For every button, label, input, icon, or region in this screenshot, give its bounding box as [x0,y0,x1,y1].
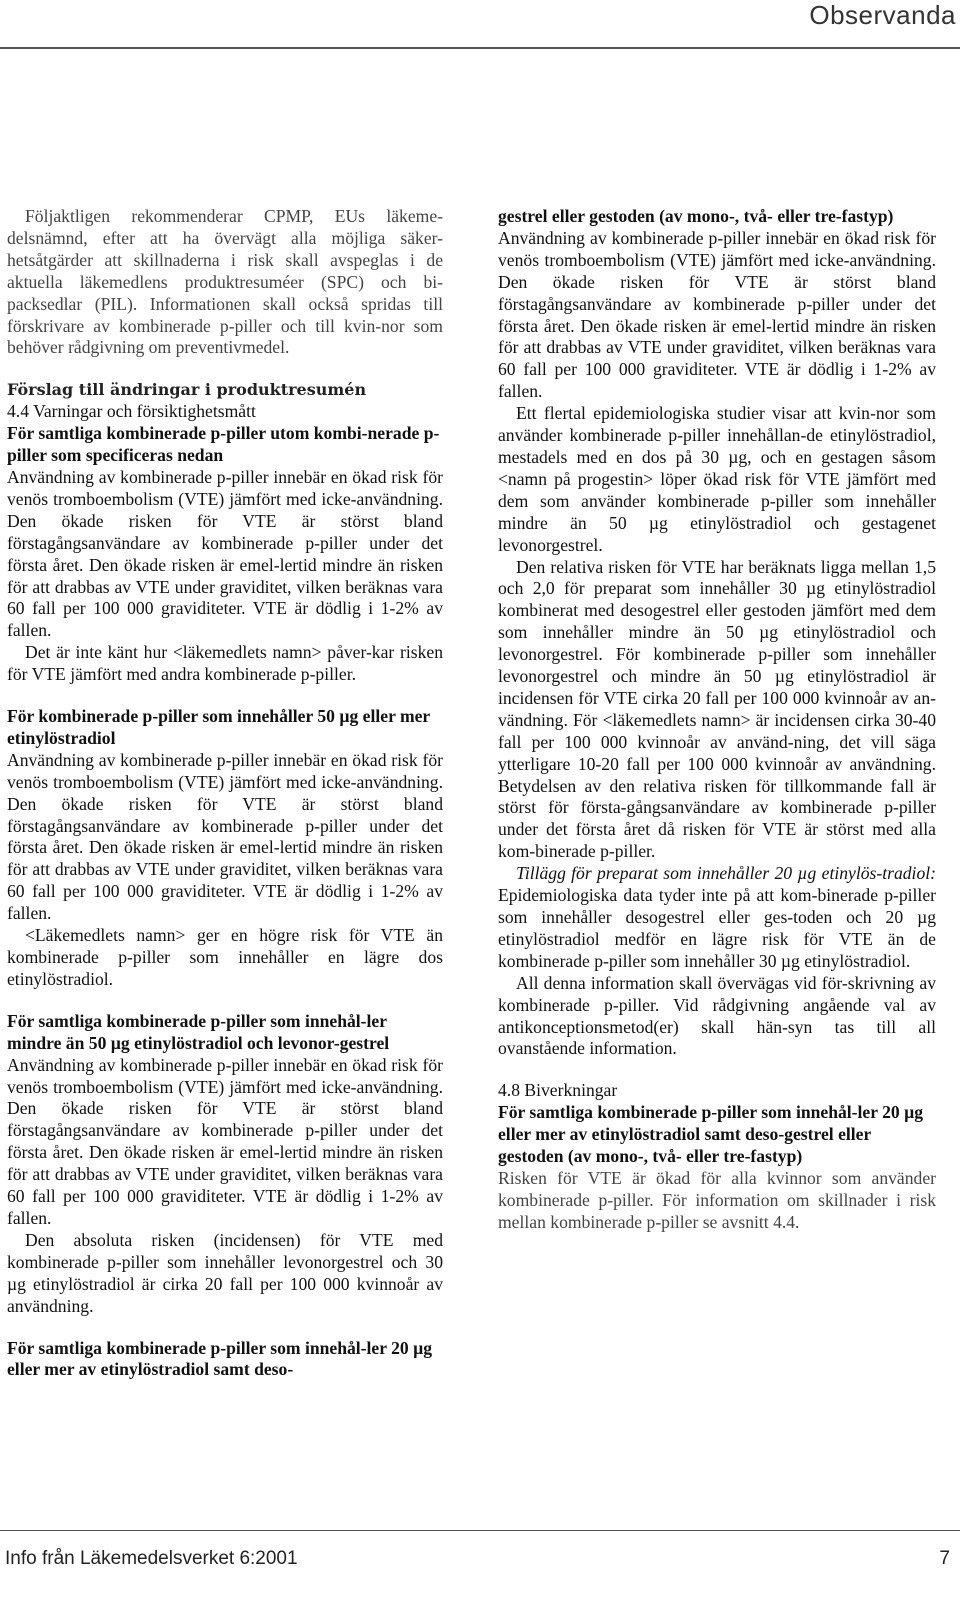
left-column [7,206,443,1381]
paragraph-vte-risk-4: Användning av kombinerade p-piller innebär en ökad risk för venös tromboembolism (VTE) jämfört med icke-användning. Den ökade risken för VTE är störst bland förstagångsanvändare av kombinerade p-piller under det första året. Den ökade risken är emel-lertid mindre än risken för att drabbas av VTE under graviditet, vilken beräknas vara 60 fall per 100 000 graviditeter. VTE är dödlig i 1-2% av fallen. [498,227,936,402]
addition-lead-italic: Tillägg för preparat som innehåller 20 µg etinylös-tradiol: [516,863,936,884]
subheading-side-effects: För samtliga kombinerade p-piller som innehål-ler 20 µg eller mer av etinylöstradiol samt deso-gestrel eller gestoden (av mono-, två- eller tre-fastyp) [498,1102,924,1167]
paragraph-vte-risk-3: Användning av kombinerade p-piller innebär en ökad risk för venös tromboembolism (VTE) jämfört med icke-användning. Den ökade risken för VTE är störst bland förstagångsanvändare av kombinerade p-piller under det första året. Den ökade risken är emel-lertid mindre än risken för att drabbas av VTE under graviditet, vilken beräknas vara 60 fall per 100 000 graviditeter. VTE är dödlig i 1-2% av fallen. [7,1054,443,1228]
running-header-title: Observanda [809,0,956,30]
header-rule [0,47,960,49]
right-column [498,206,936,1234]
subheading-20ug-continued: gestrel eller gestoden (av mono-, två- eller tre-fastyp) [498,206,894,226]
section-heading-4-8: 4.8 Biverkningar [498,1080,618,1101]
paragraph-side-effects: Risken för VTE är ökad för alla kvinnor som använder kombinerade p-piller. För information om skillnader i risk mellan kombinerade p-piller se avsnitt 4.4. [498,1167,936,1232]
footer-source: Info från Läkemedelsverket 6:2001 [5,1548,298,1569]
paragraph-vte-risk-1: Användning av kombinerade p-piller innebär en ökad risk för venös tromboembolism (VTE) jämfört med icke-användning. Den ökade risken för VTE är störst bland förstagångsanvändare av kombinerade p-piller under det första året. Den ökade risken är emel-lertid mindre än risken för att drabbas av VTE under graviditet, vilken beräknas vara 60 fall per 100 000 graviditeter. VTE är dödlig i 1-2% av fallen. [7,466,443,641]
paragraph-all-information: All denna information skall övervägas vid för-skrivning av kombinerade p-piller. Vid rådgivning angående val av antikonceptionsmetod(er) skall hän-syn tas till all ovanstående information. [498,972,936,1059]
paragraph-unknown-effect: Det är inte känt hur <läkemedlets namn> påver-kar risken för VTE jämfört med andra kombinerade p-piller. [7,642,443,685]
paragraph-epidemiological-studies: Ett flertal epidemiologiska studier visar att kvin-nor som använder kombinerade p-piller innehållan-de etinylöstradiol, mestadels med en dos på 30 µg, och en gestagen såsom <namn på progestin> löper ökad risk för VTE jämfört med dem som använder kombinerade p-piller som innehåller mindre än 50 µg etinylöstradiol och gestagenet levonorgestrel. [498,403,936,555]
paragraph-relative-risk: Den relativa risken för VTE har beräknats ligga mellan 1,5 och 2,0 för preparat som innehåller 30 µg etinylöstradiol kombinerat med desogestrel eller gestoden jämfört med dem som innehåller mindre än 50 µg etinylöstradiol och levonorgestrel. För kombinerade p-piller som innehåller levonorgestrel och mindre än 50 µg etinylöstradiol är incidensen för VTE cirka 20 fall per 100 000 kvinnoår av an-vändning. För <läkemedlets namn> är incidensen cirka 30-40 fall per 100 000 kvinnoår av använd-ning, det vill säga ytterligare 10-20 fall per 100 000 kvinnoår av användning. Betydelsen av den relativa risken för tillkommande fall är störst för första-gångsanvändare av kombinerade p-piller under det första året då risken för VTE är störst med alla kom-binerade p-piller. [498,556,936,862]
addition-body: Epidemiologiska data tyder inte på att kom-binerade p-piller som innehåller desogestrel eller ges-toden och 20 µg etinylöstradiol medför en lägre risk för VTE än de kombinerade p-piller som innehåller 30 µg etinylöstradiol. [498,885,936,971]
paragraph-absolute-risk: Den absoluta risken (incidensen) för VTE med kombinerade p-piller som innehåller levonorgestrel och 30 µg etinylöstradiol är cirka 20 fall per 100 000 kvinnoår av användning. [7,1229,443,1316]
subheading-20ug-start: För samtliga kombinerade p-piller som innehål-ler 20 µg eller mer av etinylöstradiol samt deso- [7,1337,433,1380]
footer-page-number: 7 [939,1548,950,1569]
footer-rule [0,1530,960,1531]
subheading-under-50ug: För samtliga kombinerade p-piller som innehål-ler mindre än 50 µg etinylöstradiol och levonor-gestrel [7,1010,390,1053]
proposal-heading: Förslag till ändringar i produktresumén [7,380,367,400]
subheading-all-combined: För samtliga kombinerade p-piller utom kombi-nerade p-piller som specificeras nedan [7,423,440,466]
paragraph-higher-risk: <Läkemedlets namn> ger en högre risk för VTE än kombinerade p-piller som innehåller en lägre dos etinylöstradiol. [7,925,443,989]
section-heading-4-4: 4.4 Varningar och försiktighetsmått [7,401,256,422]
paragraph-vte-risk-2: Användning av kombinerade p-piller innebär en ökad risk för venös tromboembolism (VTE) jämfört med icke-användning. Den ökade risken för VTE är störst bland förstagångsanvändare av kombinerade p-piller under det första året. Den ökade risken är emel-lertid mindre än risken för att drabbas av VTE under graviditet, vilken beräknas vara 60 fall per 100 000 graviditeter. VTE är dödlig i 1-2% av fallen. [7,749,443,924]
paragraph-addition-20ug [498,863,936,973]
subheading-50ug: För kombinerade p-piller som innehåller 50 µg eller mer etinylöstradiol [7,706,430,748]
intro-paragraph: Följaktligen rekommenderar CPMP, EUs läkeme-delsnämnd, efter att ha övervägt alla möjliga säker-hetsåtgärder att skillnaderna i risk skall avspeglas i de aktuella läkemedlens produktresuméer (SPC) och bi-packsedlar (PIL). Informationen skall också spridas till förskrivare av kombinerade p-piller och till kvin-nor som behöver rådgivning om preventivmedel. [7,206,443,358]
